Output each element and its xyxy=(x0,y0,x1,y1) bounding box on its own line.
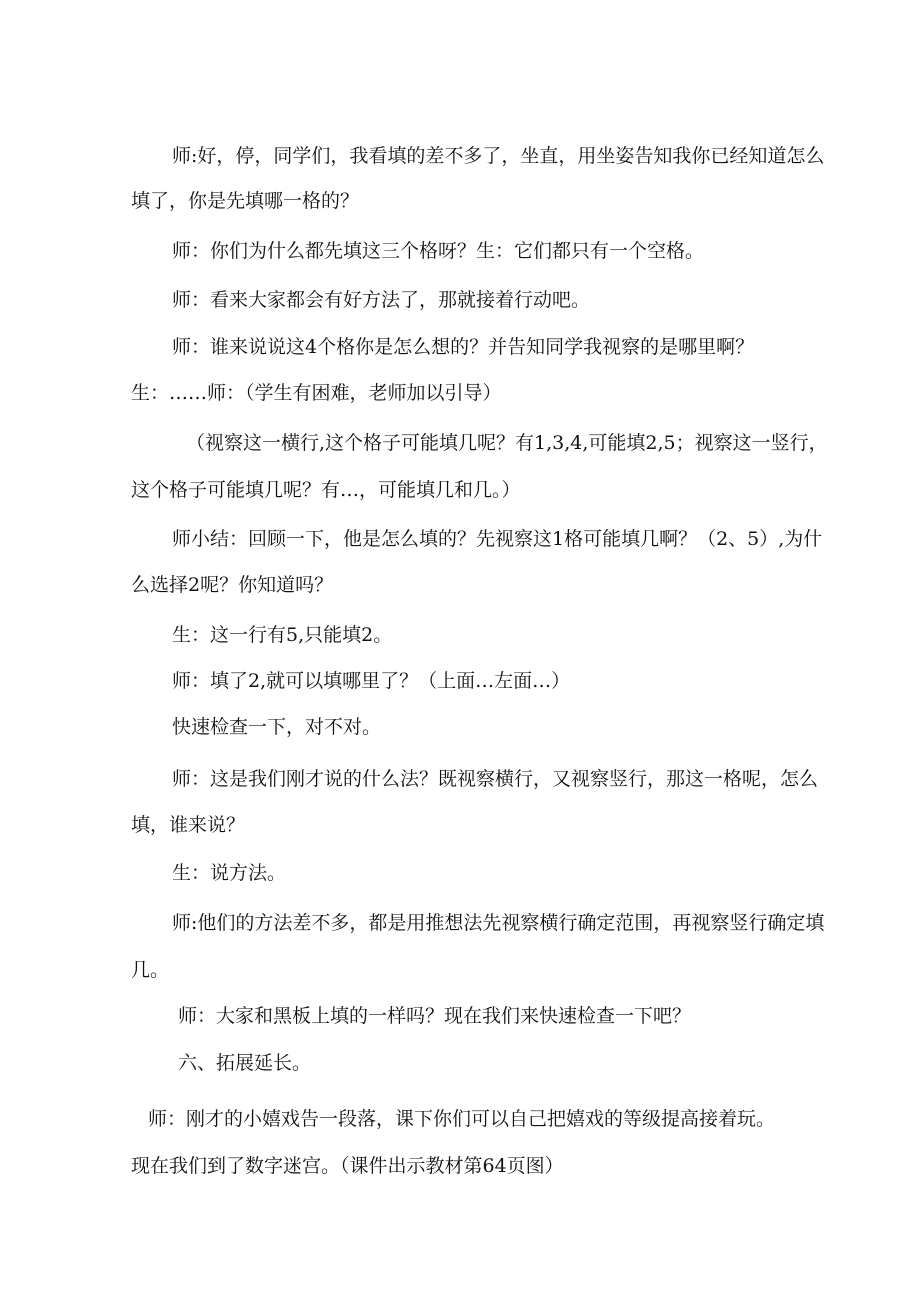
paragraph-line: 师:他们的方法差不多，都是用推想法先视察横行确定范围，再视察竖行确定填 xyxy=(172,912,825,934)
paragraph-line: 填，谁来说？ xyxy=(131,814,246,836)
paragraph-line: 师：你们为什么都先填这三个格呀？生：它们都只有一个空格。 xyxy=(172,240,705,262)
paragraph-line: 师：谁来说说这4个格你是怎么想的？并告知同学我视察的是哪里啊？ xyxy=(172,336,755,358)
paragraph-line: 生：这一行有5,只能填2。 xyxy=(172,624,393,646)
paragraph-line: 这个格子可能填几呢？有…，可能填几和几。） xyxy=(131,479,521,501)
paragraph-line: 师小结：回顾一下，他是怎么填的？先视察这1格可能填几啊？（2、5）,为什 xyxy=(172,528,823,550)
paragraph-line: 师：刚才的小嬉戏告一段落，课下你们可以自己把嬉戏的等级提高接着玩。 xyxy=(148,1108,776,1130)
paragraph-line: 么选择2呢？你知道吗？ xyxy=(131,574,334,596)
paragraph-line: 填了，你是先填哪一格的？ xyxy=(131,190,360,212)
section-heading: 六、拓展延长。 xyxy=(178,1052,312,1074)
paragraph-line: 生：说方法。 xyxy=(172,862,287,884)
paragraph-line: 师：这是我们刚才说的什么法？既视察横行，又视察竖行，那这一格呢，怎么 xyxy=(172,768,819,790)
paragraph-line: 快速检查一下，对不对。 xyxy=(172,716,382,738)
paragraph-line: 师:好，停，同学们，我看填的差不多了，坐直，用坐姿告知我你已经知道怎么 xyxy=(172,145,825,167)
paragraph-line: 几。 xyxy=(131,959,170,981)
paragraph-line: 师：看来大家都会有好方法了，那就接着行动吧。 xyxy=(172,289,591,311)
paragraph-line: 现在我们到了数字迷宫。（课件出示教材第64页图） xyxy=(131,1155,564,1177)
paragraph-line: 师：填了2,就可以填哪里了？（上面…左面…） xyxy=(172,670,571,692)
paragraph-line: 师：大家和黑板上填的一样吗？现在我们来快速检查一下吧？ xyxy=(178,1005,692,1027)
paragraph-line: 生：……师：（学生有困难，老师加以引导） xyxy=(131,382,502,404)
paragraph-line: （视察这一横行,这个格子可能填几呢？有1,3,4,可能填2,5；视察这一竖行， xyxy=(186,432,828,454)
